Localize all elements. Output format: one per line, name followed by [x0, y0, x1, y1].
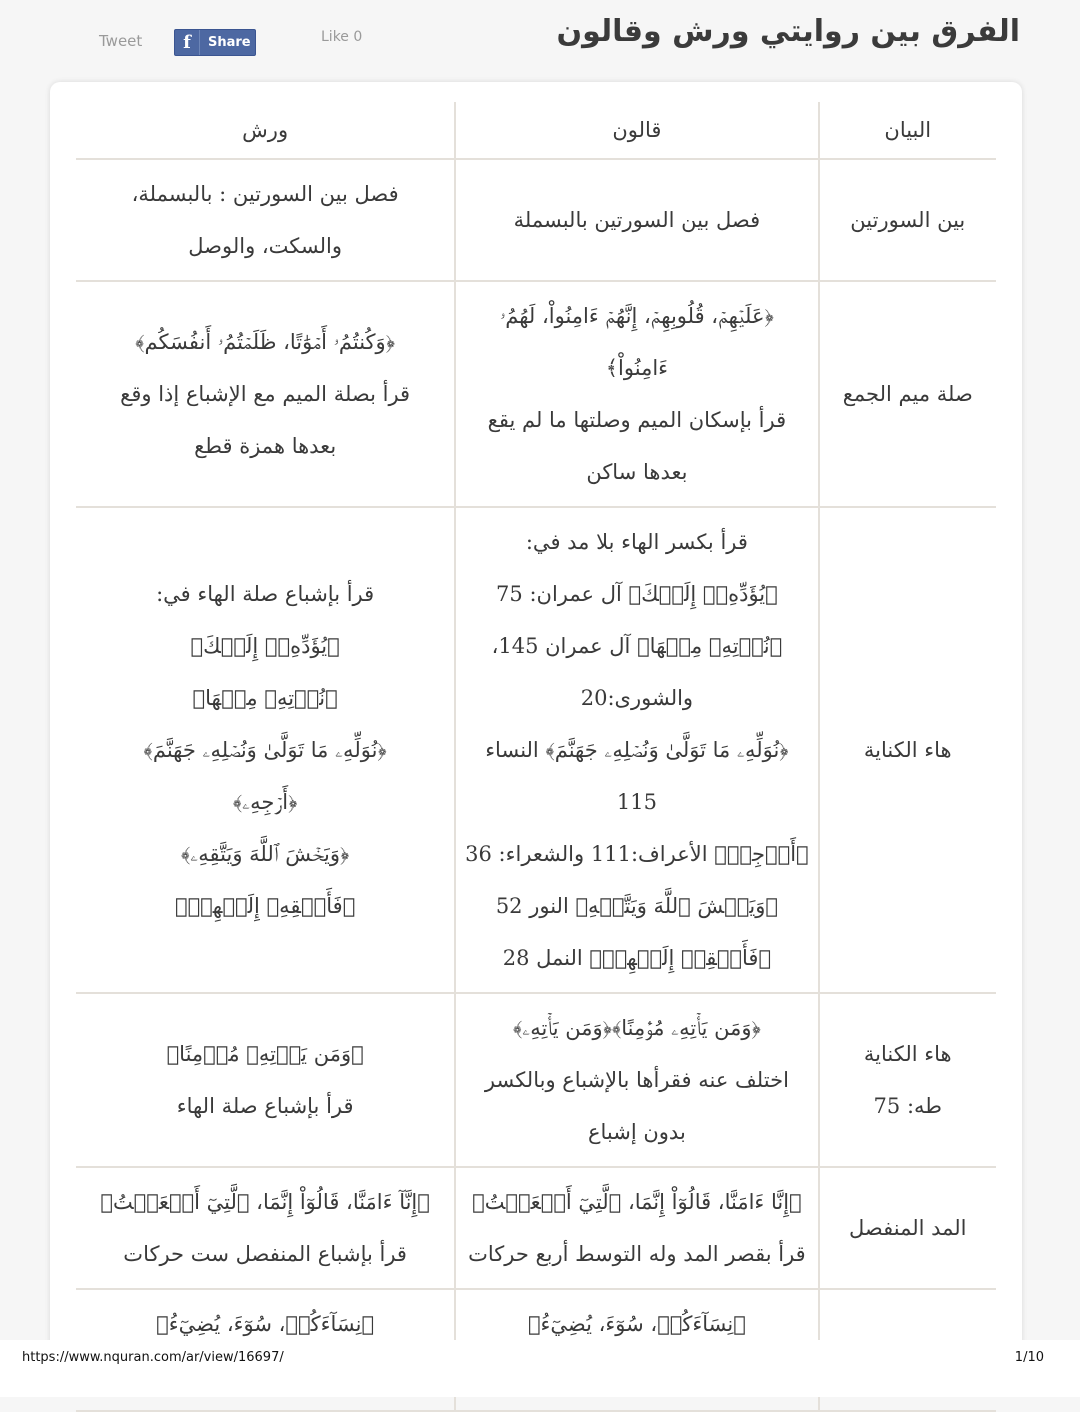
qalun-line: 115: [616, 790, 657, 814]
row-label-cell: [819, 1167, 996, 1289]
table-row: [76, 159, 996, 281]
footer-url: https://www.nquran.com/ar/view/16697/: [22, 1350, 284, 1365]
warsh-cell: [76, 281, 455, 507]
qalun-line: والشورى:20: [580, 686, 694, 710]
qalun-line: ﴿نُؤۡتِهِۦ مِنۡهَا﴾ آل عمران 145،: [491, 634, 783, 658]
warsh-line: فصل بين السورتين : بالبسملة،: [131, 182, 399, 206]
qalun-cell: [455, 993, 818, 1167]
warsh-cell: [76, 159, 455, 281]
qalun-line: ﴿يُؤَدِّهِۦٓ إِلَيۡكَ﴾ آل عمران: 75: [496, 582, 778, 606]
row-label: المد المنفصل: [849, 1216, 967, 1240]
content-card: [50, 82, 1022, 1372]
comparison-table: [76, 102, 996, 1412]
table-row: [76, 1167, 996, 1289]
row-label: هاء الكناية: [863, 1042, 952, 1066]
qalun-line: بعدها ساكن: [586, 460, 688, 484]
qalun-line: بدون إشباع: [587, 1120, 686, 1144]
warsh-line: ﴿يُؤَدِّهِۦٓ إِلَيۡكَ﴾: [190, 634, 340, 658]
qalun-cell: [455, 507, 818, 993]
table-body: [76, 159, 996, 1411]
tweet-button[interactable]: Tweet: [99, 32, 143, 50]
warsh-line: ﴿نِسَآءَكُمۡ، سُوٓءَ، يُضِيٓءُ﴾: [156, 1312, 375, 1336]
row-label: بين السورتين: [850, 208, 966, 232]
qalun-line: ءَامِنُواْ﴾: [605, 356, 669, 380]
qalun-line: ﴿وَمَن يَأۡتِهِۦ مُؤۡمِنًا﴾﴿وَمَن يَأۡتِهِۦ﴾: [512, 1016, 761, 1040]
qalun-line: قرأ بإسكان الميم وصلتها ما لم يقع: [487, 408, 787, 432]
qalun-line: ﴿إِنَّا ءَامَنَّا، قَالُوٓاْ إِنَّمَا، ٱلَّتِيٓ أَنۡعَمۡتُ﴾: [472, 1190, 802, 1214]
row-label-cell: [819, 507, 996, 993]
qalun-cell: [455, 1167, 818, 1289]
row-label-sub: طه: 75: [873, 1094, 942, 1118]
qalun-cell: [455, 159, 818, 281]
header-qalun: قالون: [455, 102, 818, 159]
warsh-line: ﴿فَأَلۡقِهِۦ إِلَيۡهِمۡ﴾: [174, 894, 356, 918]
warsh-line: بعدها همزة قطع: [194, 434, 337, 458]
warsh-line: ﴿نُؤۡتِهِۦ مِنۡهَا﴾: [192, 686, 338, 710]
qalun-line: اختلف عنه فقرأها بالإشباع وبالكسر: [484, 1068, 789, 1092]
qalun-line: ﴿فَأَلۡقِهۡ إِلَيۡهِمۡ﴾ النمل 28: [502, 946, 772, 970]
warsh-line: قرأ بإشباع المنفصل ست حركات: [123, 1242, 407, 1266]
table-row: [76, 507, 996, 993]
qalun-line: قرأ بكسر الهاء بلا مد في:: [525, 530, 748, 554]
facebook-icon: f: [175, 30, 200, 55]
qalun-line: ﴿أَرۡجِهۡ﴾ الأعراف:111 والشعراء: 36: [465, 842, 809, 866]
print-footer: [0, 1340, 1080, 1397]
row-label: صلة ميم الجمع: [842, 382, 973, 406]
table-header-row: [76, 102, 996, 159]
warsh-line: ﴿أَرۡجِهِۦ﴾: [232, 790, 298, 814]
share-label: Share: [208, 35, 251, 50]
warsh-line: والسكت، والوصل: [188, 234, 342, 258]
qalun-line: ﴿وَيَخۡشَ ٱللَّهَ وَيَتَّقۡهِ﴾ النور 52: [495, 894, 778, 918]
warsh-line: ﴿وَيَخۡشَ ٱللَّهَ وَيَتَّقِهِۦ﴾: [180, 842, 350, 866]
warsh-cell: [76, 993, 455, 1167]
warsh-line: قرأ بإشباع صلة الهاء في:: [156, 582, 375, 606]
footer-page-indicator: 1/10: [1014, 1350, 1044, 1365]
row-label-cell: [819, 993, 996, 1167]
facebook-share-button[interactable]: [174, 29, 256, 56]
row-label-cell: [819, 159, 996, 281]
warsh-line: قرأ بإشباع صلة الهاء: [176, 1094, 354, 1118]
warsh-line: ﴿نُوَلِّهِۦ مَا تَوَلَّىٰ وَنُصۡلِهِۦ جَهَنَّمَ﴾: [143, 738, 387, 762]
qalun-line: ﴿نُوَلِّهِۦ مَا تَوَلَّىٰ وَنُصۡلِهِۦ جَهَنَّمَ﴾ النساء: [485, 738, 789, 762]
like-button[interactable]: Like 0: [321, 29, 363, 45]
qalun-line: فصل بين السورتين بالبسملة: [513, 208, 761, 232]
table-row: [76, 993, 996, 1167]
page-title: الفرق بين روايتي ورش وقالون: [556, 14, 1020, 49]
warsh-line: ﴿وَمَن يَأۡتِهِۦ مُؤۡمِنًا﴾: [166, 1042, 364, 1066]
qalun-line: ﴿نِسَآءَكُمۡ، سُوٓءَ، يُضِيٓءُ﴾: [527, 1312, 746, 1336]
table-row: [76, 281, 996, 507]
warsh-line: قرأ بصلة الميم مع الإشباع إذا وقع: [120, 382, 411, 406]
header-warsh: ورش: [76, 102, 455, 159]
row-label: هاء الكناية: [863, 738, 952, 762]
warsh-line: ﴿وَكُنتُمُۥ أَمۡوَٰتًا، ظَلَمۡتُمُۥ أَنفُسَكُم﴾: [135, 330, 395, 354]
header-label: البيان: [819, 102, 996, 159]
row-label-cell: [819, 281, 996, 507]
qalun-cell: [455, 281, 818, 507]
qalun-line: قرأ بقصر المد وله التوسط أربع حركات: [468, 1242, 806, 1266]
qalun-line: ﴿عَلَيۡهِمۡ، قُلُوبِهِمۡ، إِنَّهُمۡ ءَامِنُواْ، لَهُمُۥ: [500, 304, 774, 328]
warsh-line: ﴿إِنَّآ ءَامَنَّا، قَالُوٓاْ إِنَّمَا، ٱلَّتِيٓ أَنۡعَمۡتُ﴾: [100, 1190, 430, 1214]
warsh-cell: [76, 507, 455, 993]
warsh-cell: [76, 1167, 455, 1289]
